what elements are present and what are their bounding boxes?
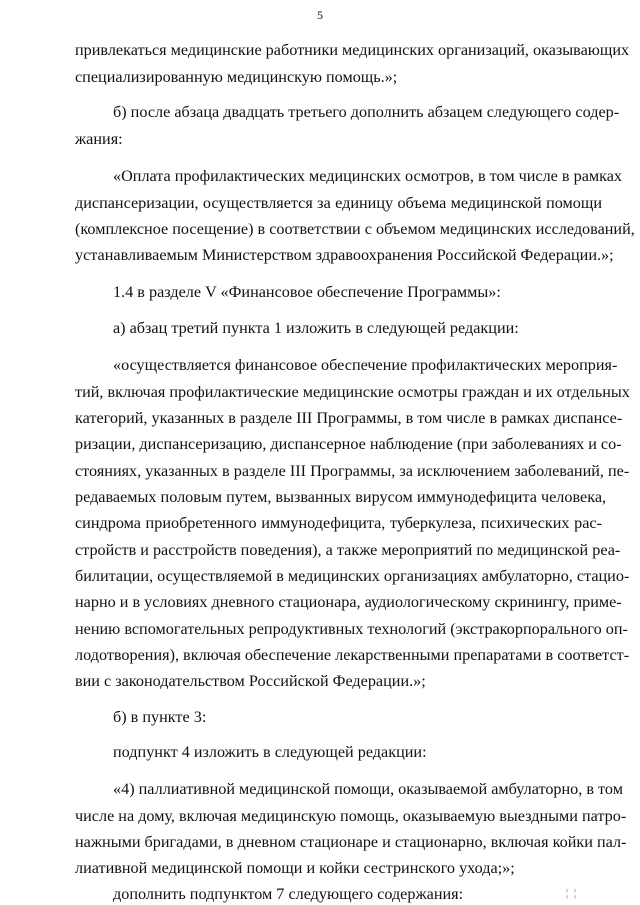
text-line-9: 1.4 в разделе V «Финансовое обеспечение Программы»: xyxy=(113,283,501,301)
text-line-6: диспансеризации, осуществляется за единицу объема медицинской помощи xyxy=(75,194,602,212)
text-line-27: числе на дому, включая медицинскую помощь, оказываемую выездными патро- xyxy=(75,807,627,825)
text-line-1: привлекаться медицинские работники медицинских организаций, оказывающих xyxy=(75,41,630,59)
text-line-10: а) абзац третий пункта 1 изложить в следующей редакции: xyxy=(113,319,519,337)
scan-marks: ¦¦ xyxy=(565,888,582,899)
text-line-28: нажными бригадами, в дневном стационаре и стационарно, включая койки пал- xyxy=(75,833,627,851)
page-number: 5 xyxy=(317,8,323,22)
text-line-17: синдрома приобретенного иммунодефицита, туберкулеза, психических рас- xyxy=(75,514,602,532)
text-line-14: ризации, диспансеризацию, диспансерное наблюдение (при заболеваниях и со- xyxy=(75,435,622,453)
text-line-8: устанавливаемым Министерством здравоохранения Российской Федерации.»; xyxy=(75,246,614,264)
text-line-22: лодотворения), включая обеспечение лекарственными препаратами в соответст- xyxy=(75,646,630,664)
text-line-7: (комплексное посещение) в соответствии с объемом медицинских исследований, xyxy=(75,220,635,238)
text-line-30: дополнить подпунктом 7 следующего содержания: xyxy=(113,885,464,903)
text-line-2: специализированную медицинскую помощь.»; xyxy=(75,68,398,86)
text-line-13: категорий, указанных в разделе III Программы, в том числе в рамках диспансе- xyxy=(75,409,623,427)
text-line-18: стройств и расстройств поведения), а также мероприятий по медицинской реа- xyxy=(75,541,621,559)
text-line-16: редаваемых половым путем, вызванных вирусом иммунодефицита человека, xyxy=(75,488,607,506)
text-line-24: б) в пункте 3: xyxy=(113,708,207,726)
text-line-19: билитации, осуществляемой в медицинских организациях амбулаторно, стацио- xyxy=(75,567,630,585)
text-line-4: жания: xyxy=(75,130,123,148)
text-line-25: подпункт 4 изложить в следующей редакции: xyxy=(113,743,427,761)
text-line-26: «4) паллиативной медицинской помощи, оказываемой амбулаторно, в том xyxy=(113,780,623,798)
text-line-21: нению вспомогательных репродуктивных технологий (экстракорпорального оп- xyxy=(75,620,628,638)
text-line-11: «осуществляется финансовое обеспечение профилактических мероприя- xyxy=(113,356,618,374)
text-line-20: нарно и в условиях дневного стационара, аудиологическому скринингу, приме- xyxy=(75,593,622,611)
text-line-5: «Оплата профилактических медицинских осмотров, в том числе в рамках xyxy=(113,167,623,185)
text-line-29: лиативной медицинской помощи и койки сестринского ухода;»; xyxy=(75,859,515,877)
text-line-12: тий, включая профилактические медицинские осмотры граждан и их отдельных xyxy=(75,383,630,401)
text-line-3: б) после абзаца двадцать третьего дополнить абзацем следующего содер- xyxy=(113,103,620,121)
text-line-23: вии с законодательством Российской Федерации.»; xyxy=(75,672,426,690)
text-line-15: стояниях, указанных в разделе III Программы, за исключением заболеваний, пе- xyxy=(75,462,630,480)
